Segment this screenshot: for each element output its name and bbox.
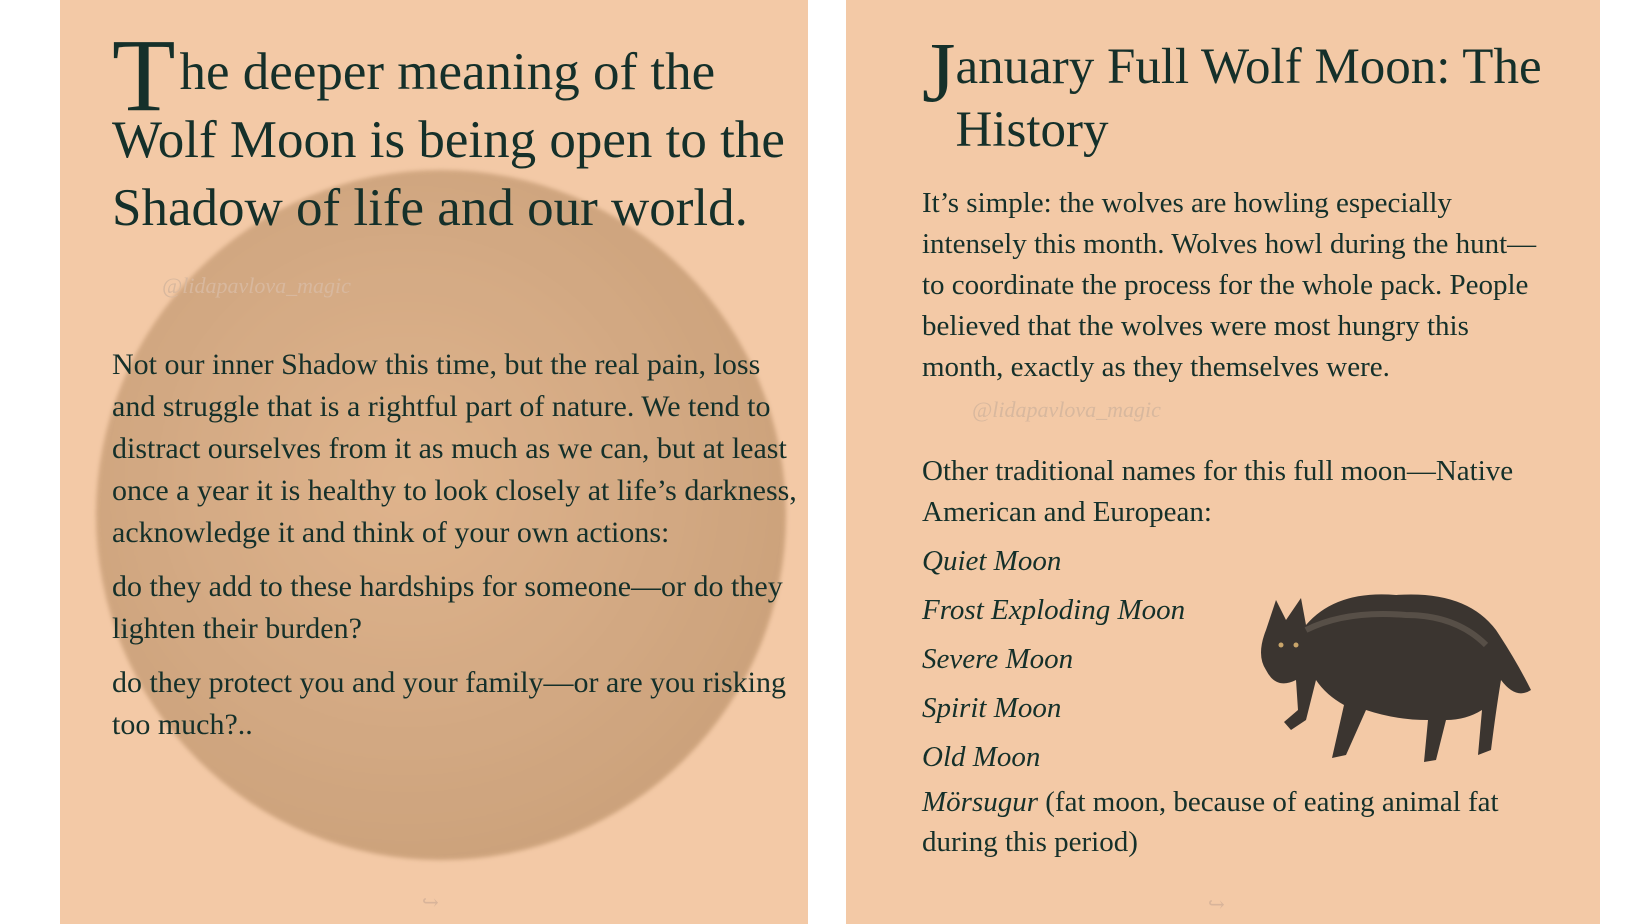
moon-name-note: (fat moon, because of eating animal fat during this period): [922, 786, 1499, 858]
left-page-title: [112, 18, 792, 320]
right-page-title: [922, 24, 1562, 162]
list-item: Quiet Moon: [922, 545, 1062, 577]
list-item: Spirit Moon: [922, 692, 1062, 724]
title-text: he deeper meaning of the Wolf Moon is being open to the Shadow of life and our world.: [112, 43, 785, 237]
next-arrow-icon: ↪: [422, 892, 439, 914]
moon-name: Mörsugur: [922, 786, 1039, 818]
title-text: anuary Full Wolf Moon: The History: [955, 39, 1542, 158]
paragraph: do they protect you and your family—or are you risking too much?..: [112, 666, 787, 741]
paragraph: Not our inner Shadow this time, but the real pain, loss and struggle that is a rightful part of nature. We tend to distract ourselves from it as much as we can, but at least once a year it is healthy to look closely at life’s darkness, acknowledge it and think of your own actions:: [112, 348, 797, 549]
left-page: [60, 0, 808, 924]
wolf-image: [1246, 570, 1536, 780]
paragraph-text: It’s simple: the wolves are howling especially intensely this month. Wolves howl during the hunt—to coordinate the process for the whole pack. People believed that the wolves were most hungry this month, exactly as they themselves were.: [922, 187, 1537, 383]
paragraph: [922, 782, 1552, 862]
paragraph: do they add to these hardships for someone—or do they lighten their burden?: [112, 570, 783, 645]
list-item: Old Moon: [922, 741, 1041, 773]
drop-cap: T: [112, 18, 176, 133]
paragraph: Other traditional names for this full moon—Native American and European:: [922, 455, 1514, 528]
watermark: @lidapavlova_magic: [162, 273, 351, 298]
paragraph: [922, 183, 1552, 430]
watermark: @lidapavlova_magic: [972, 397, 1161, 422]
left-page-body: [112, 344, 802, 758]
next-arrow-icon: ↪: [1208, 894, 1225, 916]
list-item: Severe Moon: [922, 643, 1074, 675]
list-item: Frost Exploding Moon: [922, 594, 1186, 626]
drop-cap: J: [922, 24, 956, 120]
right-page: [846, 0, 1600, 924]
